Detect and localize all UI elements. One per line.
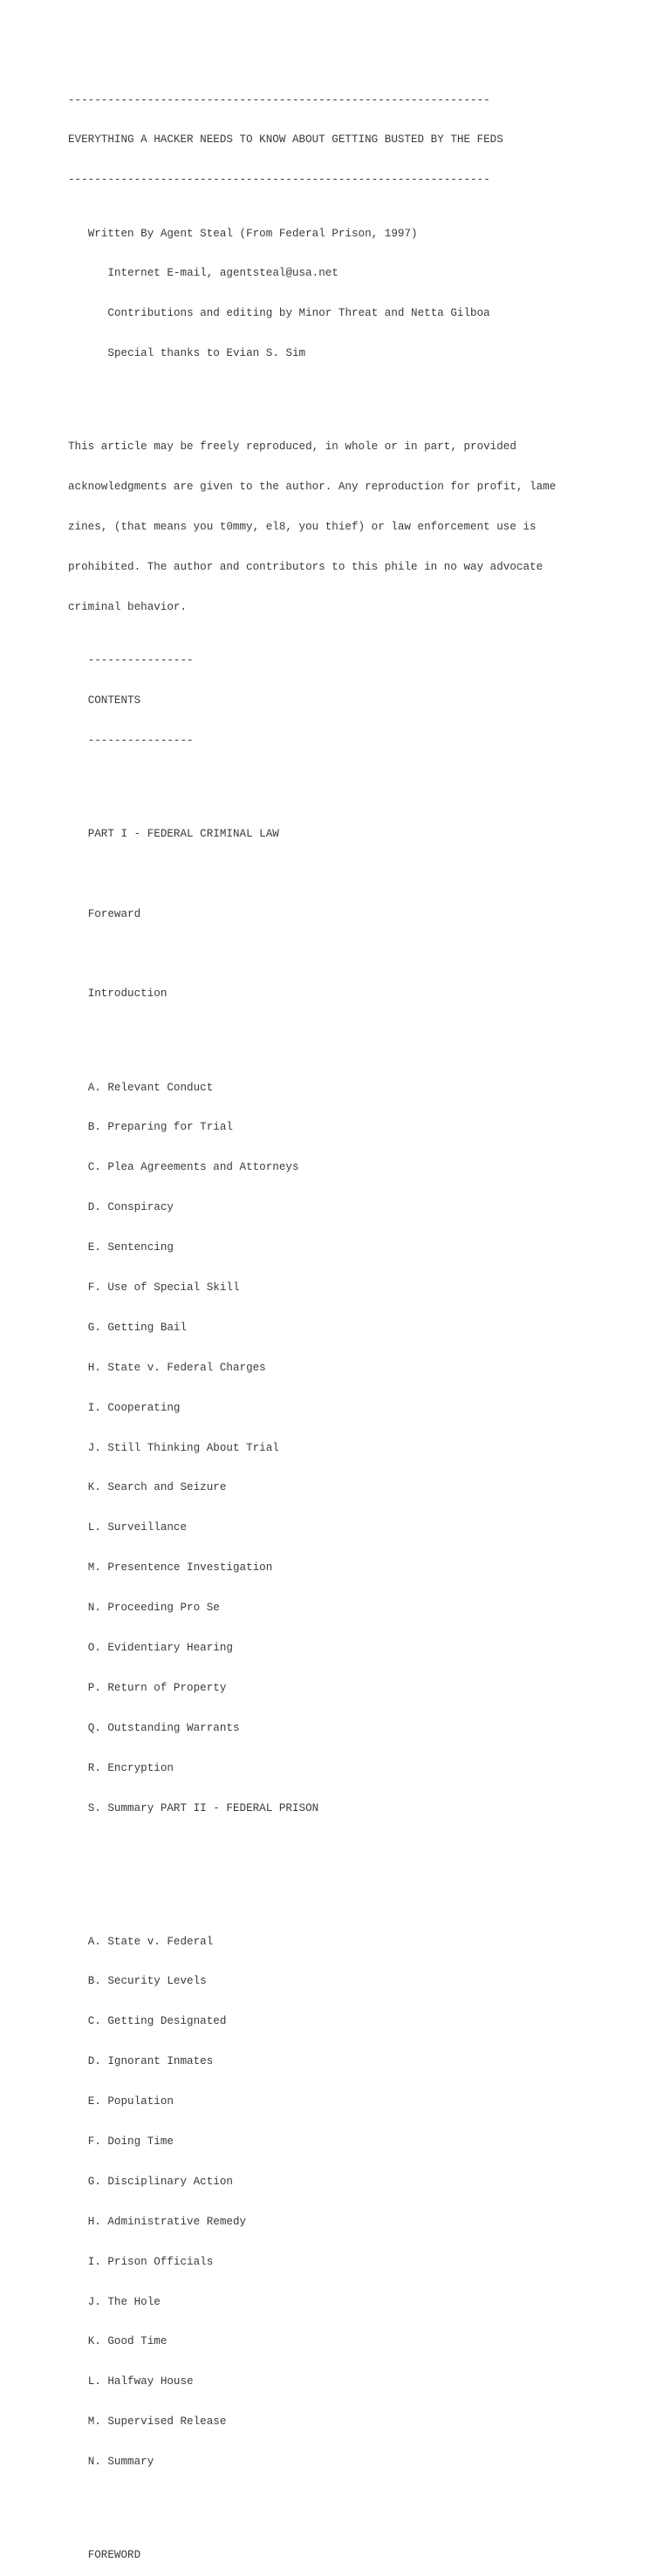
blank-line (68, 948, 556, 961)
toc-entry: E. Sentencing (87, 1241, 174, 1254)
thanks-line: Special thanks to Evian S. Sim (107, 347, 306, 360)
toc-entry: A. Relevant Conduct (87, 1081, 214, 1094)
toc-entry: F. Doing Time (87, 2135, 174, 2149)
blank-line (68, 775, 556, 788)
email-line: Internet E-mail, agentsteal@usa.net (107, 267, 338, 280)
toc-entry: I. Prison Officials (87, 2255, 214, 2268)
toc-entry: S. Summary PART II - FEDERAL PRISON (87, 1801, 319, 1814)
toc-entry: H. Administrative Remedy (87, 2215, 247, 2228)
toc-entry: G. Disciplinary Action (87, 2175, 233, 2188)
title-rule-top: ---------------------------------------------------------------- (68, 93, 490, 106)
introduction-entry: Introduction (87, 987, 168, 1001)
toc-entry: N. Summary (87, 2456, 154, 2469)
blank-line (68, 1882, 556, 1895)
contents-rule-top: ---------------- (87, 654, 194, 667)
toc-entry: Q. Outstanding Warrants (87, 1721, 240, 1734)
notice-line: criminal behavior. (68, 600, 188, 613)
toc-entry: K. Good Time (87, 2335, 168, 2348)
toc-entry: P. Return of Property (87, 1681, 227, 1694)
contents-heading: CONTENTS (87, 694, 141, 707)
document-title: EVERYTHING A HACKER NEEDS TO KNOW ABOUT GETTING BUSTED BY THE FEDS (68, 133, 503, 147)
toc-entry: L. Halfway House (87, 2375, 194, 2388)
toc-entry: H. State v. Federal Charges (87, 1361, 266, 1374)
blank-line (68, 2496, 556, 2509)
toc-entry: C. Plea Agreements and Attorneys (87, 1161, 299, 1174)
toc-entry: E. Population (87, 2095, 174, 2108)
author-line: Written By Agent Steal (From Federal Prison, 1997) (87, 227, 418, 240)
toc-entry: L. Surveillance (87, 1521, 188, 1534)
contents-rule-bottom: ---------------- (87, 734, 194, 747)
toc-entry: D. Conspiracy (87, 1201, 174, 1214)
toc-entry: A. State v. Federal (87, 1935, 214, 1948)
toc-entry: I. Cooperating (87, 1401, 181, 1414)
document-text (68, 67, 556, 2576)
toc-entry: R. Encryption (87, 1761, 174, 1774)
toc-entry: B. Preparing for Trial (87, 1121, 233, 1134)
toc-entry: M. Presentence Investigation (87, 1561, 273, 1575)
foreword-heading: FOREWORD (87, 2549, 141, 2562)
notice-line: zines, (that means you t0mmy, el8, you thief) or law enforcement use is (68, 521, 537, 534)
toc-entry: D. Ignorant Inmates (87, 2055, 214, 2068)
notice-line: acknowledgments are given to the author. Any reproduction for profit, lame (68, 481, 557, 494)
blank-line (68, 387, 556, 400)
toc-entry: B. Security Levels (87, 1975, 207, 1988)
toc-entry: C. Getting Designated (87, 2015, 227, 2028)
toc-entry: K. Search and Seizure (87, 1481, 227, 1494)
notice-line: prohibited. The author and contributors to this phile in no way advocate (68, 560, 544, 573)
blank-line (68, 1841, 556, 1855)
blank-line (68, 1028, 556, 1041)
toc-entry: F. Use of Special Skill (87, 1281, 240, 1295)
toc-entry: J. Still Thinking About Trial (87, 1441, 279, 1454)
foreward-entry: Foreward (87, 907, 141, 920)
toc-entry: G. Getting Bail (87, 1321, 188, 1334)
toc-entry: N. Proceeding Pro Se (87, 1602, 220, 1615)
toc-entry: O. Evidentiary Hearing (87, 1642, 233, 1655)
title-rule-bottom: ---------------------------------------------------------------- (68, 174, 490, 187)
contributions-line: Contributions and editing by Minor Threat and Netta Gilboa (107, 307, 490, 320)
blank-line (68, 868, 556, 881)
part1-title: PART I - FEDERAL CRIMINAL LAW (87, 827, 279, 840)
toc-entry: M. Supervised Release (87, 2415, 227, 2429)
toc-entry: J. The Hole (87, 2295, 161, 2308)
notice-line: This article may be freely reproduced, in whole or in part, provided (68, 441, 516, 454)
